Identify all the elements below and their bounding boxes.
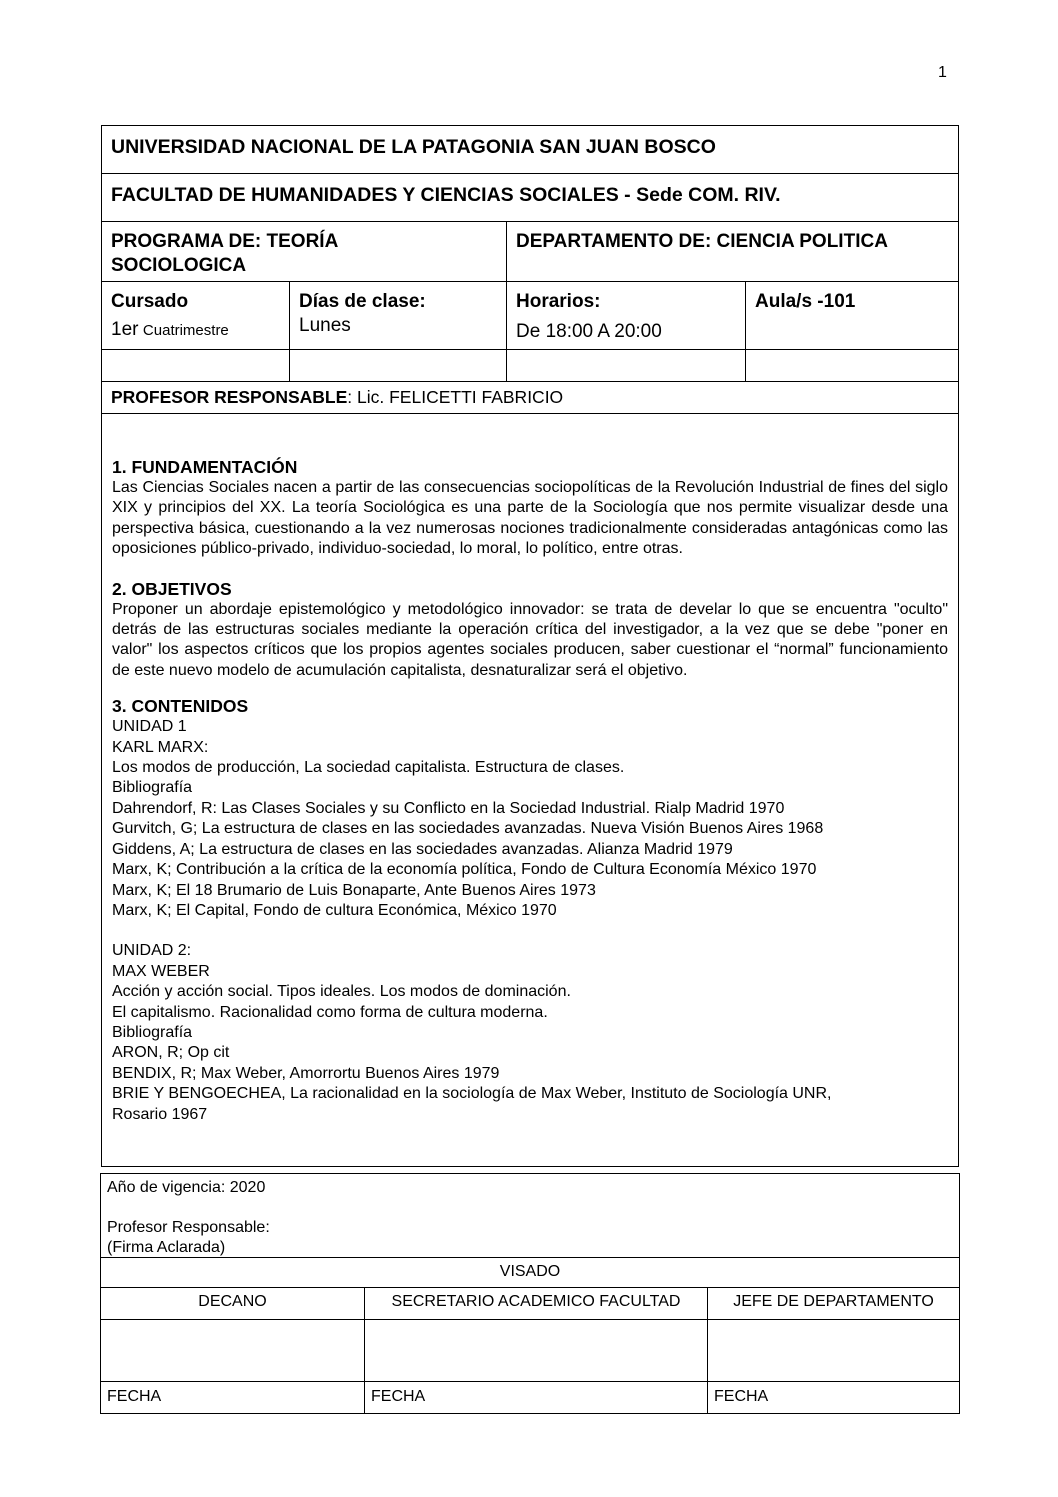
horarios-label: Horarios: — [516, 291, 601, 312]
university-name: UNIVERSIDAD NACIONAL DE LA PATAGONIA SAN JUAN BOSCO — [111, 136, 716, 158]
unidad1-line: Bibliografía — [112, 779, 193, 797]
decano-fecha: FECHA — [107, 1388, 162, 1405]
unidad2-line: UNIDAD 2: — [112, 942, 192, 960]
university-row — [102, 126, 958, 174]
profesor-label: PROFESOR RESPONSABLE — [111, 387, 348, 407]
dias-label: Días de clase: — [299, 291, 426, 312]
firma-aclarada-label: (Firma Aclarada) — [107, 1239, 226, 1256]
cursado-cell — [102, 282, 289, 349]
secretario-label: SECRETARIO ACADEMICO FACULTAD — [364, 1288, 707, 1319]
unidad1-line: Marx, K; El Capital, Fondo de cultura Económica, México 1970 — [112, 901, 557, 919]
fundamentacion-title: 1. FUNDAMENTACIÓN — [112, 457, 298, 477]
faculty-name: FACULTAD DE HUMANIDADES Y CIENCIAS SOCIALES - Sede COM. RIV. — [111, 184, 781, 206]
empty-cell — [506, 350, 745, 381]
unidad2-line: Rosario 1967 — [112, 1105, 208, 1123]
department-title: DEPARTAMENTO DE: CIENCIA POLITICA — [506, 222, 958, 281]
profesor-row — [102, 382, 958, 414]
secretario-fecha: FECHA — [364, 1382, 707, 1413]
program-title — [102, 222, 506, 281]
unidad1-line: UNIDAD 1 — [112, 718, 187, 736]
horarios-value: De 18:00 A 20:00 — [516, 321, 662, 342]
dias-cell — [289, 282, 506, 349]
unidad1-line: Gurvitch, G; La estructura de clases en las sociedades avanzadas. Nueva Visión Buenos Aires 1968 — [112, 820, 824, 838]
objetivos-title: 2. OBJETIVOS — [112, 578, 232, 599]
vigencia-row — [101, 1174, 959, 1258]
unidad2-line: BENDIX, R; Max Weber, Amorrortu Buenos Aires 1979 — [112, 1064, 500, 1082]
fecha-row — [101, 1382, 959, 1413]
empty-row — [102, 350, 958, 382]
unidad2-line: Bibliografía — [112, 1023, 193, 1041]
empty-cell — [102, 350, 289, 381]
dias-value: Lunes — [299, 315, 351, 336]
unidad1-line: Giddens, A; La estructura de clases en las sociedades avanzadas. Alianza Madrid 1979 — [112, 840, 733, 858]
program-title-line2: SOCIOLOGICA — [111, 255, 247, 276]
unidad2-line: BRIE Y BENGOECHEA, La racionalidad en la sociología de Max Weber, Instituto de Sociología UNR, — [112, 1085, 832, 1103]
unidad2-line: El capitalismo. Racionalidad como forma de cultura moderna. — [112, 1003, 548, 1021]
profesor-value: : Lic. FELICETTI FABRICIO — [347, 387, 564, 407]
decano-label: DECANO — [198, 1293, 267, 1310]
jefe-signature-cell — [707, 1320, 959, 1381]
faculty-row — [102, 174, 958, 222]
jefe-departamento-label: JEFE DE DEPARTAMENTO — [707, 1288, 959, 1319]
program-row — [102, 222, 958, 282]
decano-signature-cell — [101, 1320, 364, 1381]
cursado-label: Cursado — [111, 291, 189, 312]
visado-label: VISADO — [101, 1258, 959, 1288]
horarios-cell — [506, 282, 745, 349]
program-title-line1: PROGRAMA DE: TEORÍA — [111, 231, 339, 252]
secretario-signature-cell — [364, 1320, 707, 1381]
unidad1-line: KARL MARX: — [112, 738, 209, 756]
signers-row — [101, 1288, 959, 1320]
fundamentacion-text: Las Ciencias Sociales nacen a partir de las consecuencias sociopolíticas de la Revolución Industrial de fines del siglo XIX y principios del XX. La teoría Sociológica es una parte de la Sociología que nos permite visualizar desde una perspectiva básica, cuestionando a la vez numerosas nociones tradicionalmente consideradas antagónicas como las oposiciones público-privado, individuo-sociedad, lo moral, lo político, entre otras. — [112, 479, 948, 558]
profesor-responsable-label: Profesor Responsable: — [107, 1219, 270, 1236]
vigencia-text: Año de vigencia: 2020 — [107, 1179, 266, 1196]
unidad2-line: MAX WEBER — [112, 962, 210, 980]
unidad1-block — [112, 717, 948, 921]
signature-table — [100, 1173, 960, 1414]
objetivos-text: Proponer un abordaje epistemológico y metodológico innovador: se trata de develar lo que se encuentra "oculto" detrás de las estructuras sociales mediante la operación crítica del investigador, a la vez que se debe "poner en valor" los aspectos críticos que los propios agentes sociales producen, saber cuestionar el “normal” funcionamiento de este nuevo modelo de acumulación capitalista, desnaturalizar será el objetivo. — [112, 600, 948, 679]
jefe-fecha: FECHA — [707, 1382, 959, 1413]
empty-cell — [289, 350, 506, 381]
program-content — [112, 456, 948, 1125]
cursado-value-small: Cuatrimestre — [142, 322, 229, 339]
unidad1-line: Los modos de producción, La sociedad capitalista. Estructura de clases. — [112, 759, 625, 777]
unidad1-line: Marx, K; Contribución a la crítica de la economía política, Fondo de Cultura Economía México 1970 — [112, 861, 817, 879]
empty-cell — [745, 350, 958, 381]
signature-row — [101, 1320, 959, 1382]
contenidos-title: 3. CONTENIDOS — [112, 696, 249, 717]
schedule-row — [102, 282, 958, 350]
unidad2-line: ARON, R; Op cit — [112, 1044, 230, 1062]
unidad2-block — [112, 941, 948, 1125]
unidad1-line: Marx, K; El 18 Brumario de Luis Bonaparte, Ante Buenos Aires 1973 — [112, 881, 596, 899]
profesor-cell — [102, 382, 958, 413]
program-table — [101, 125, 959, 1167]
page-number: 1 — [938, 64, 947, 81]
unidad1-line: Dahrendorf, R: Las Clases Sociales y su Conflicto en la Sociedad Industrial. Rialp Madrid 1970 — [112, 799, 785, 817]
unidad2-line: Acción y acción social. Tipos ideales. Los modos de dominación. — [112, 983, 571, 1001]
cursado-value: 1er — [111, 319, 139, 340]
aula-label: Aula/s -101 — [745, 282, 958, 349]
